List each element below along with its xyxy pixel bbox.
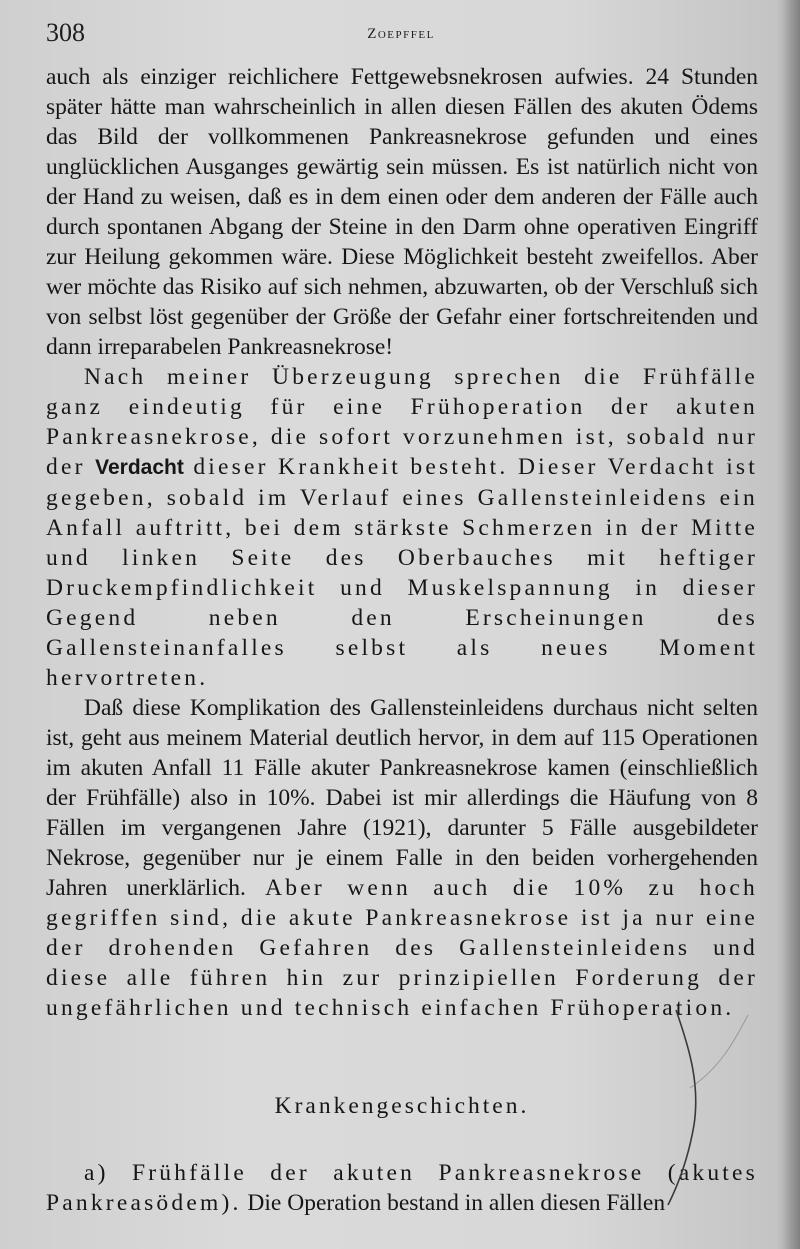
running-head: Zoepffel xyxy=(367,26,435,42)
paragraph-2-part-1: Nach meiner Überzeugung sprechen die Frühfälle ganz eindeutig für eine Frühoperation der akuten Pankreasnekrose, die sofort vorzunehmen ist, sobald nur der xyxy=(46,364,758,480)
paragraph-3-spaced: Aber wenn auch die 10% zu hoch gegriffen sind, die akute Pankreasnekrose ist ja nur eine der drohenden Gefahren des Gallensteinleidens und diese alle führen hin zur prinzipiellen Forderung der ungefährlichen und technisch einfachen Frühoperation. xyxy=(46,875,758,1021)
pencil-smudge xyxy=(690,1015,748,1088)
paragraph-3-part-1: Daß diese Komplikation des Gallensteinleidens durchaus nicht selten ist, geht aus meinem Material deutlich hervor, in dem auf 115 Operationen im akuten Anfall 11 Fälle akuter Pankreasnekrose kamen (einschließlich der Frühfälle) also in 10%. Dabei ist mir allerdings die Häufung von 8 Fällen im vergangenen Jahre (1921), darunter 5 Fälle ausgebildeter Nekrose, gegenüber nur je einem Falle in den beiden vorhergehenden Jahren unerklärlich. xyxy=(46,695,758,901)
paragraph-2-part-2: dieser Krankheit besteht. Dieser Verdacht ist gegeben, sobald im Verlauf eines Gallensteinleidens ein Anfall auftritt, bei dem stärkste Schmerzen in der Mitte und linken Seite des Oberbauches mit heftiger Druckempfindlichkeit und Muskelspannung in dieser Gegend neben den Erscheinungen des Gallensteinanfalles selbst als neues Moment hervortreten. xyxy=(46,454,759,691)
subsection-paragraph xyxy=(46,1158,758,1218)
page-number: 308 xyxy=(46,18,85,47)
section-heading: Krankengeschichten. xyxy=(274,1093,530,1119)
page-header xyxy=(46,18,756,50)
emphasis-verdacht: Verdacht xyxy=(95,456,184,479)
paragraph-3 xyxy=(46,693,758,1023)
subsection-text: Die Operation bestand in allen diesen Fällen xyxy=(241,1189,666,1216)
subsection-label: a) Frühfälle der akuten Pankreasnekrose (akutes Pankreasödem). xyxy=(46,1159,758,1216)
page-edge-shadow xyxy=(782,0,800,1249)
paragraph-2 xyxy=(46,362,758,693)
paragraph-1: auch als einziger reichlichere Fettgewebsnekrosen aufwies. 24 Stunden später hätte man wahrscheinlich in allen diesen Fällen des akuten Ödems das Bild der vollkommenen Pankreasnekrose gefunden und eines unglücklichen Ausganges gewärtig sein müssen. Es ist natürlich nicht von der Hand zu weisen, daß es in dem einen oder dem anderen der Fälle auch durch spontanen Abgang der Steine in den Darm ohne operativen Eingriff zur Heilung gekommen wäre. Diese Möglichkeit besteht zweifellos. Aber wer möchte das Risiko auf sich nehmen, abzuwarten, ob der Verschluß sich von selbst löst gegenüber der Größe der Gefahr einer fortschreitenden und dann irreparabelen Pankreasnekrose! xyxy=(46,64,758,360)
body-text xyxy=(46,62,758,1023)
